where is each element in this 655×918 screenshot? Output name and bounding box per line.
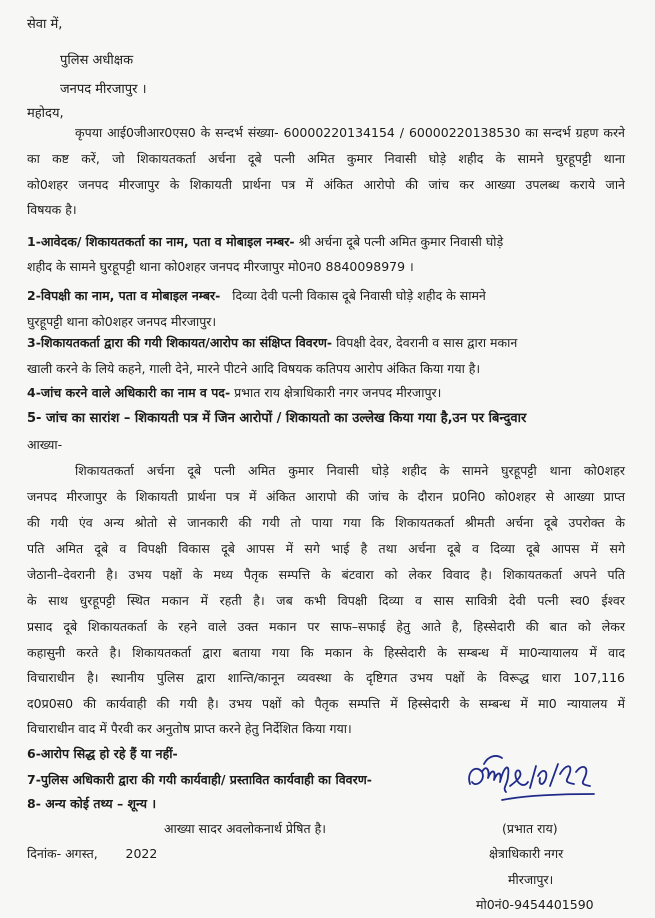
date-line <box>27 845 157 863</box>
summary-line-2: जनपद मीरजापुर के शिकायती प्रार्थना पत्र में अंकित आरापो की जांच के दौरान प्र0नि0 को0शहर से आख्या प्राप्त <box>27 489 625 504</box>
signatory-designation: क्षेत्राधिकारी नगर <box>489 846 564 861</box>
summary-line-11: विचाराधीन वाद में पैरवी कर अनुतोष प्राप्त करने हेतु निर्देशित किया गया। <box>27 721 352 736</box>
item-5-heading: 5- जांच का सारांश – शिकायती पत्र में जिन आरोपों / शिकायतो का उल्लेख किया गया है,उन पर बिन्दुवार <box>27 411 527 426</box>
summary-line-3: की गयी एंव अन्य श्रोतो से जानकारी की गयी तो पाया गया कि शिकायतकर्ता श्रीमती अर्चना दूबे उपरोक्त के <box>27 515 625 530</box>
summary-line-8: कहासुनी करते है। शिकायतकर्ता द्वारा बताया गया कि मकान के हिस्सेदारी के सम्बन्ध में मा0न्यायालय में वाद <box>27 645 625 660</box>
item-2-text: दिव्या देवी पत्नी विकास दूबे निवासी घोड़े शहीद के सामने <box>232 288 486 303</box>
salutation-to: सेवा में, <box>27 17 63 32</box>
item-1-label: 1-आवेदक/ शिकायतकर्ता का नाम, पता व मोबाइल नम्बर- <box>27 234 295 249</box>
signatory-name: (प्रभात राय) <box>502 821 558 836</box>
item-3-text: विपक्षी देवर, देवरानी व सास द्वारा मकान <box>336 335 518 350</box>
item-3-label: 3-शिकायतकर्ता द्वारा की गयी शिकायत/आरोप का संक्षिप्त विवरण- <box>27 335 333 350</box>
summary-line-9: विचाराधीन है। स्थानीय पुलिस द्वारा शान्ति/कानून व्यवस्था के दृष्टिगत उभय पक्षों के विरूद्ध धारा 107,116 <box>27 670 625 685</box>
item-3-continued: खाली करने के लिये कहने, गाली देने, मारने पीटने आदि विषयक कतिपय आरोप अंकित किया गया है। <box>27 361 481 376</box>
closing-line: आख्या सादर अवलोकनार्थ प्रेषित है। <box>164 821 326 836</box>
signatory-place: मीरजापुर। <box>508 872 554 887</box>
item-2-continued: घुरहूपट्टी थाना को0शहर जनपद मीरजापुर। <box>27 314 217 329</box>
recipient-place: जनपद मीरजापुर । <box>60 82 147 97</box>
date-year: 2022 <box>125 846 158 861</box>
intro-line-1: कृपया आई0जीआर0एस0 के सन्दर्भ संख्या- 60000220134154 / 60000220138530 का सन्दर्भ ग्रहण करने <box>75 125 625 140</box>
summary-line-1: शिकायतकर्ता अर्चना दूबे पत्नी अमित कुमार निवासी घोड़े शहीद के सामने घुरहूपट्टी थाना को0शहर <box>75 463 625 478</box>
item-7: 7-पुलिस अधिकारी द्वारा की गयी कार्यवाही/ प्रस्तावित कार्यवाही का विवरण- <box>27 772 372 787</box>
recipient-title: पुलिस अधीक्षक <box>60 53 134 68</box>
summary-line-6: के साथ धुरहूपट्टी स्थित मकान में रहती है। जब कभी विपक्षी दिव्या व सास सावित्री देवी पत्नी स्व0 ईश्वर <box>27 593 625 608</box>
item-6: 6-आरोप सिद्ध हो रहे हैं या नहीं- <box>27 746 178 761</box>
item-4 <box>27 384 441 402</box>
item-8: 8- अन्य कोई तथ्य – शून्य । <box>27 796 157 811</box>
intro-line-2: का कष्ट करें, जो शिकायतकर्ता अर्चना दूबे पत्नी अमित कुमार निवासी घोड़े शहीद के सामने घुरहूपट्टी थाना <box>27 151 625 166</box>
item-3 <box>27 334 517 352</box>
summary-line-10: द0प्र0स0 की कार्यवाही की गयी है। उभय पक्षों को पैतृक सम्पत्ति में हिस्सेदारी के सम्बन्ध में मा0 न्यायालय में <box>27 696 625 711</box>
date-label: दिनांक- अगस्त, <box>27 846 98 861</box>
item-1-text: श्री अर्चना दूबे पत्नी अमित कुमार निवासी घोड़े <box>298 234 504 249</box>
item-2-label: 2-विपक्षी का नाम, पता व मोबाइल नम्बर- <box>27 288 221 303</box>
signatory-mobile: मो0नं0-9454401590 <box>476 897 594 912</box>
item-4-text: प्रभात राय क्षेत्राधिकारी नगर जनपद मीरजापुर। <box>234 385 442 400</box>
intro-line-3: को0शहर जनपद मीरजापुर के शिकायती प्रार्थना पत्र में अंकित आरोपो की जांच कर आख्या उपलब्ध कराये जाने <box>27 177 625 192</box>
intro-line-4: विषयक है। <box>27 202 77 217</box>
summary-line-7: प्रसाद दूबे शिकायतकर्ता के रहने वाले उक्त मकान पर साफ–सफाई हेतु आते है, हिस्सेदारी की बात को लेकर <box>27 619 625 634</box>
item-1-continued: शहीद के सामने घुरहूपट्टी थाना को0शहर जनपद मीरजापुर मो0न0 8840098979 । <box>27 259 414 274</box>
greeting: महोदय, <box>27 106 64 121</box>
item-4-label: 4-जांच करने वाले अधिकारी का नाम व पद- <box>27 385 231 400</box>
summary-line-4: पति अमित दूबे व विपक्षी विकास दूबे आपस में सगे भाई है तथा अर्चना दूबे व दिव्या दूबे आपस में सगे <box>27 541 625 556</box>
item-1 <box>27 233 503 251</box>
handwritten-signature <box>462 742 602 822</box>
summary-line-5: जेठानी–देवरानी है। उभय पक्षों के मध्य पैतृक सम्पत्ति के बंटवारा को लेकर विवाद है। शिकायतकर्ता अपने पति <box>27 567 625 582</box>
item-2 <box>27 287 486 305</box>
item-5-continued: आख्या- <box>27 437 63 452</box>
